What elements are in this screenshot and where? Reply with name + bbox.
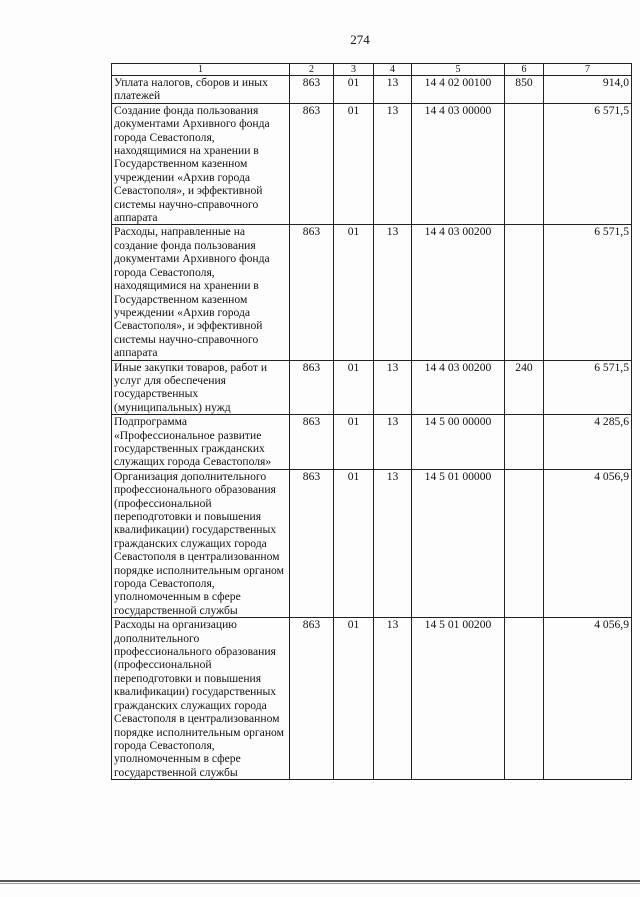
cell-subsection: 13 bbox=[374, 469, 412, 617]
cell-subsection: 13 bbox=[374, 360, 412, 415]
row-description: Иные закупки товаров, работ и услуг для обеспечения государственных (муниципальных) нужд bbox=[112, 360, 290, 415]
cell-code: 863 bbox=[290, 469, 334, 617]
cell-section: 01 bbox=[334, 469, 374, 617]
cell-expense-type: 850 bbox=[505, 76, 544, 104]
header-col-7: 7 bbox=[544, 64, 632, 76]
cell-expense-type bbox=[505, 469, 544, 617]
header-col-4: 4 bbox=[374, 64, 412, 76]
cell-code: 863 bbox=[290, 360, 334, 415]
header-col-3: 3 bbox=[334, 64, 374, 76]
header-col-5: 5 bbox=[412, 64, 505, 76]
table-row bbox=[112, 469, 632, 617]
cell-section: 01 bbox=[334, 76, 374, 104]
bottom-divider bbox=[0, 880, 640, 882]
budget-table bbox=[111, 63, 632, 780]
cell-target-article: 14 4 03 00000 bbox=[412, 103, 505, 225]
cell-subsection: 13 bbox=[374, 76, 412, 104]
cell-subsection: 13 bbox=[374, 225, 412, 360]
table-row bbox=[112, 618, 632, 780]
cell-code: 863 bbox=[290, 225, 334, 360]
cell-amount: 4 285,6 bbox=[544, 415, 632, 470]
cell-target-article: 14 5 01 00200 bbox=[412, 618, 505, 780]
cell-section: 01 bbox=[334, 225, 374, 360]
row-description: Создание фонда пользования документами Архивного фонда города Севастополя, находящимися на хранении в Государственном казенном учреждении «Архив города Севастополя», и эффективной системы научно-справочного аппарата bbox=[112, 103, 290, 225]
cell-section: 01 bbox=[334, 103, 374, 225]
cell-section: 01 bbox=[334, 618, 374, 780]
table-row bbox=[112, 415, 632, 470]
table-row bbox=[112, 103, 632, 225]
table-header-row bbox=[112, 64, 632, 76]
cell-code: 863 bbox=[290, 103, 334, 225]
cell-subsection: 13 bbox=[374, 618, 412, 780]
row-description: Расходы, направленные на создание фонда пользования документами Архивного фонда города Севастополя, находящимися на хранении в Государственном казенном учреждении «Архив города Севастополя», и эффективной системы научно-справочного аппарата bbox=[112, 225, 290, 360]
row-description: Организация дополнительного профессионального образования (профессиональной переподготовки и повышения квалификации) государственных гражданских служащих города Севастополя в централизованном порядке исполнительным органом города Севастополя, уполномоченным в сфере государственной службы bbox=[112, 469, 290, 617]
cell-section: 01 bbox=[334, 360, 374, 415]
cell-amount: 6 571,5 bbox=[544, 360, 632, 415]
cell-amount: 6 571,5 bbox=[544, 103, 632, 225]
table-row bbox=[112, 76, 632, 104]
cell-amount: 4 056,9 bbox=[544, 469, 632, 617]
cell-expense-type bbox=[505, 225, 544, 360]
header-col-2: 2 bbox=[290, 64, 334, 76]
cell-target-article: 14 4 02 00100 bbox=[412, 76, 505, 104]
cell-code: 863 bbox=[290, 618, 334, 780]
bottom-divider-thin bbox=[0, 883, 640, 884]
cell-target-article: 14 5 00 00000 bbox=[412, 415, 505, 470]
cell-amount: 6 571,5 bbox=[544, 225, 632, 360]
cell-code: 863 bbox=[290, 76, 334, 104]
cell-expense-type bbox=[505, 618, 544, 780]
row-description: Подпрограмма «Профессиональное развитие государственных гражданских служащих города Севастополя» bbox=[112, 415, 290, 470]
table-row bbox=[112, 225, 632, 360]
cell-subsection: 13 bbox=[374, 103, 412, 225]
cell-target-article: 14 4 03 00200 bbox=[412, 225, 505, 360]
cell-expense-type bbox=[505, 103, 544, 225]
cell-amount: 4 056,9 bbox=[544, 618, 632, 780]
cell-subsection: 13 bbox=[374, 415, 412, 470]
cell-code: 863 bbox=[290, 415, 334, 470]
row-description: Уплата налогов, сборов и иных платежей bbox=[112, 76, 290, 104]
page-number: 274 bbox=[350, 32, 370, 47]
header-col-1: 1 bbox=[112, 64, 290, 76]
cell-amount: 914,0 bbox=[544, 76, 632, 104]
row-description: Расходы на организацию дополнительного профессионального образования (профессиональной переподготовки и повышения квалификации) государственных гражданских служащих города Севастополя в централизованном порядке исполнительным органом города Севастополя, уполномоченным в сфере государственной службы bbox=[112, 618, 290, 780]
cell-target-article: 14 5 01 00000 bbox=[412, 469, 505, 617]
cell-target-article: 14 4 03 00200 bbox=[412, 360, 505, 415]
header-col-6: 6 bbox=[505, 64, 544, 76]
table-row bbox=[112, 360, 632, 415]
cell-expense-type bbox=[505, 415, 544, 470]
cell-expense-type: 240 bbox=[505, 360, 544, 415]
cell-section: 01 bbox=[334, 415, 374, 470]
